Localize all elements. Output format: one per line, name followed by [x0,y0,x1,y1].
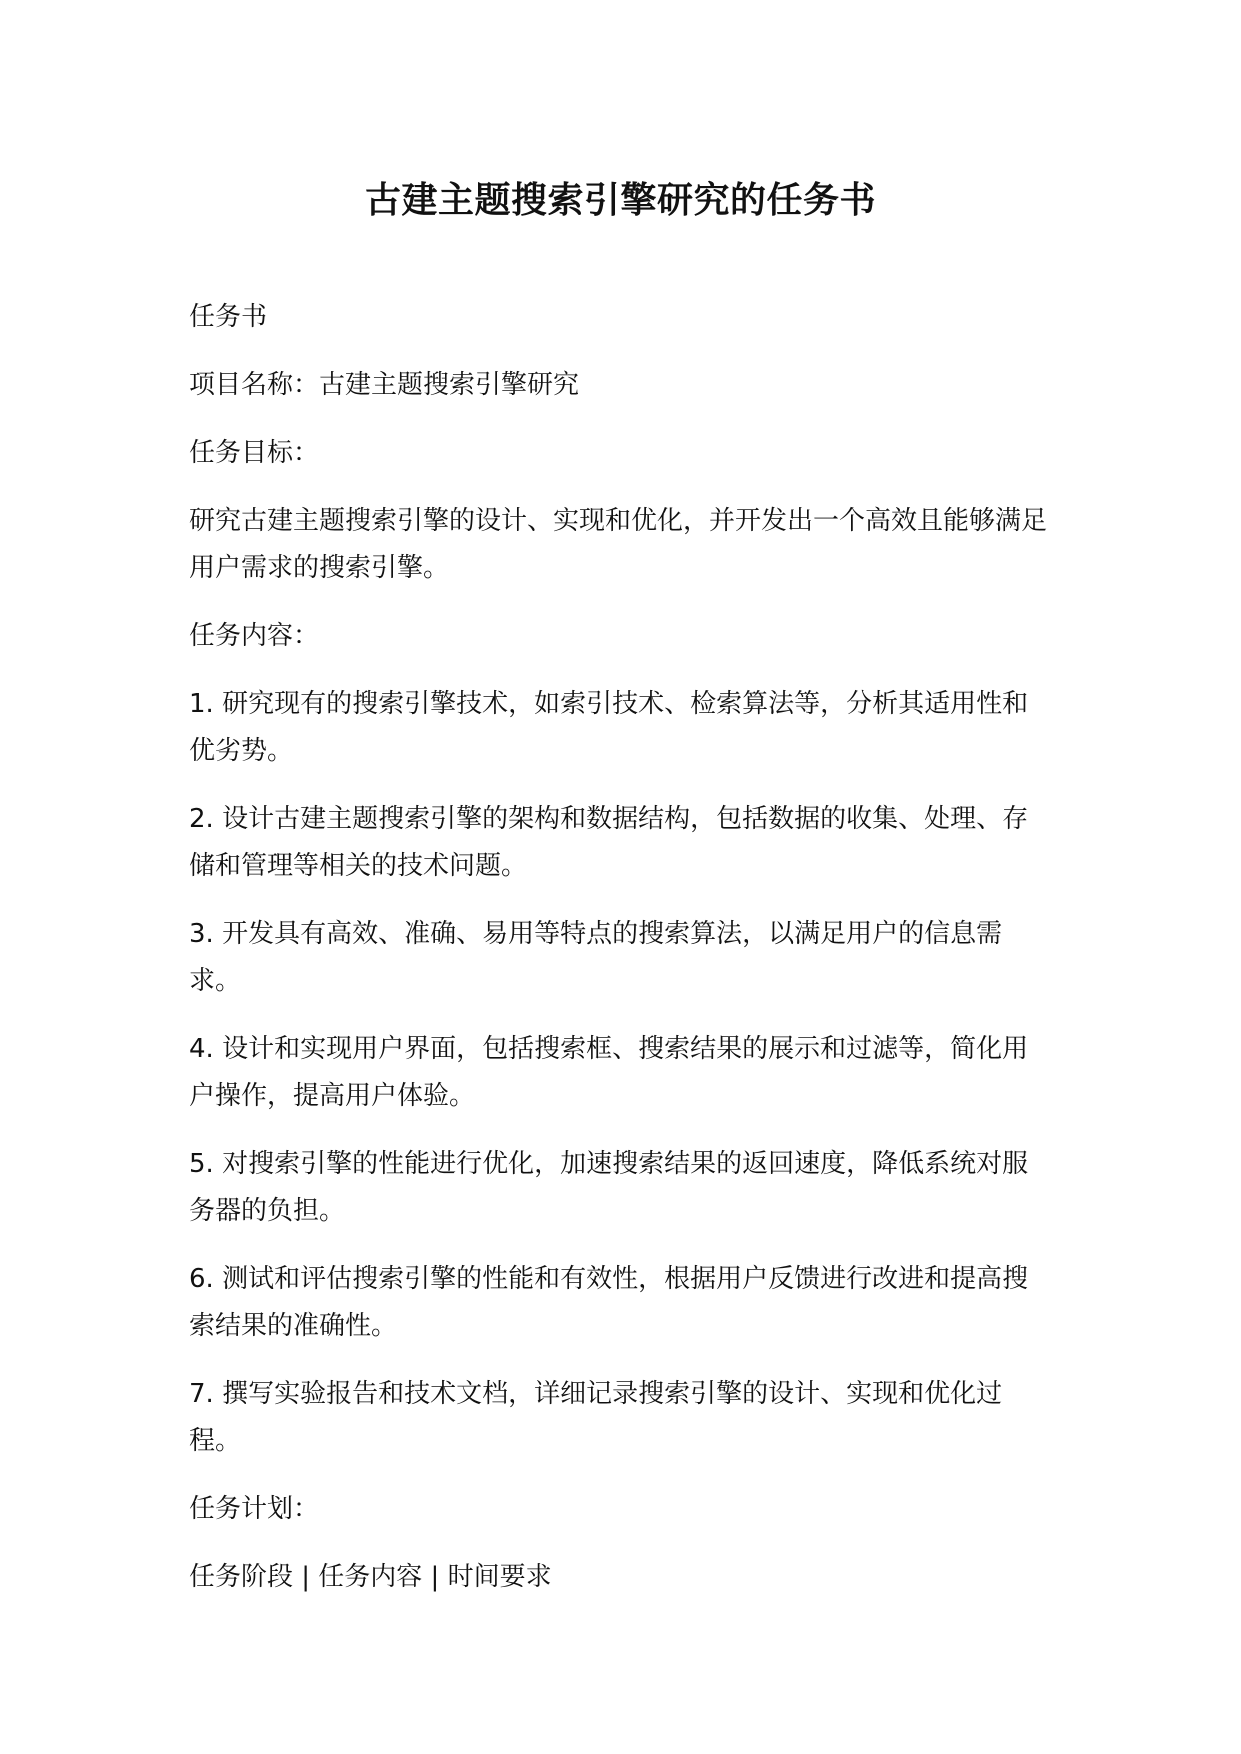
heading-task-goal: 任务目标： [189,438,320,468]
task-content-item-3: 3. 开发具有高效、准确、易用等特点的搜索算法，以满足用户的信息需求。 [189,919,1003,996]
document-body [189,294,1051,1622]
task-content-item-6: 6. 测试和评估搜索引擎的性能和有效性，根据用户反馈进行改进和提高搜索结果的准确性。 [189,1264,1029,1341]
task-goal-text: 研究古建主题搜索引擎的设计、实现和优化，并开发出一个高效且能够满足用户需求的搜索引擎。 [189,506,1048,583]
task-content-item-7: 7. 撰写实验报告和技术文档，详细记录搜索引擎的设计、实现和优化过程。 [189,1379,1003,1456]
task-content-item-5: 5. 对搜索引擎的性能进行优化，加速搜索结果的返回速度，降低系统对服务器的负担。 [189,1149,1029,1226]
task-content-item-4: 4. 设计和实现用户界面，包括搜索框、搜索结果的展示和过滤等，简化用户操作，提高用户体验。 [189,1034,1029,1111]
project-name: 项目名称：古建主题搜索引擎研究 [189,370,580,400]
task-content-item-2: 2. 设计古建主题搜索引擎的架构和数据结构，包括数据的收集、处理、存储和管理等相关的技术问题。 [189,804,1029,881]
task-plan-table-header: 任务阶段 | 任务内容 | 时间要求 [189,1562,552,1592]
task-content-item-1: 1. 研究现有的搜索引擎技术，如索引技术、检索算法等，分析其适用性和优劣势。 [189,689,1029,766]
document-title: 古建主题搜索引擎研究的任务书 [364,180,876,221]
heading-task-content: 任务内容： [189,621,320,651]
heading-task-book: 任务书 [189,302,268,332]
heading-task-plan: 任务计划： [189,1494,320,1524]
